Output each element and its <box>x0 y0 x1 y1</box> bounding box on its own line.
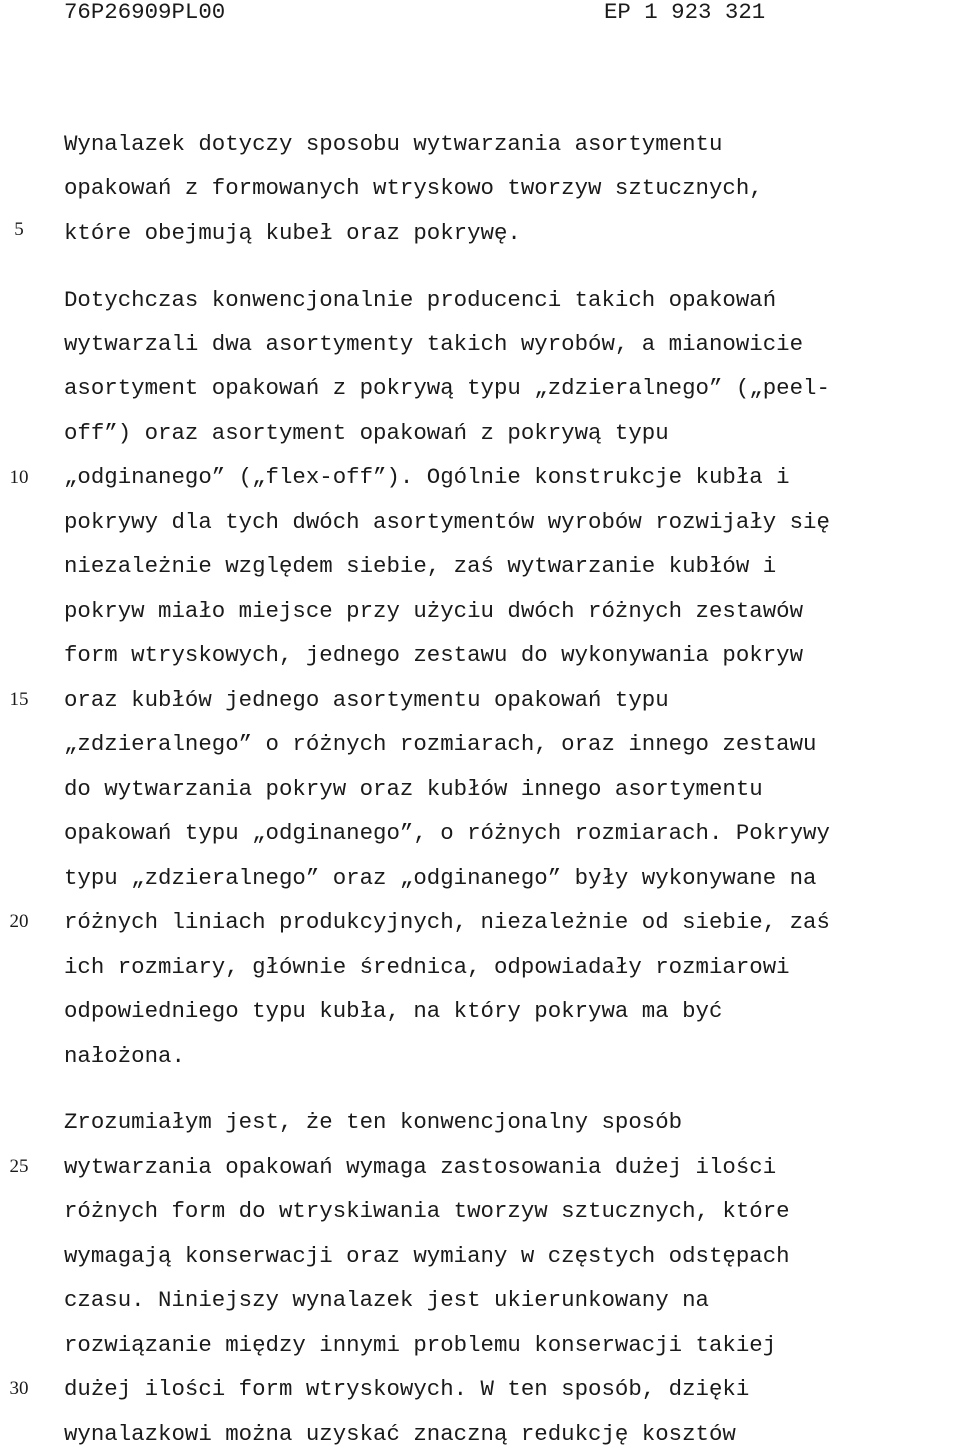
line-number: 10 <box>9 467 29 488</box>
text-line: off”) oraz asortyment opakowań z pokrywą typu <box>64 420 669 446</box>
text-line: oraz kubłów jednego asortymentu opakowań typu <box>64 687 669 713</box>
line-number: 25 <box>9 1156 29 1177</box>
text-line: odpowiedniego typu kubła, na który pokrywa ma być <box>64 998 723 1024</box>
text-line: typu „zdzieralnego” oraz „odginanego” były wykonywane na <box>64 865 817 891</box>
text-line: rozwiązanie między innymi problemu konserwacji takiej <box>64 1332 777 1358</box>
text-line: form wtryskowych, jednego zestawu do wykonywania pokryw <box>64 642 804 668</box>
patent-number: EP 1 923 321 <box>604 0 766 25</box>
text-line: różnych liniach produkcyjnych, niezależnie od siebie, zaś <box>64 909 830 935</box>
text-line: wymagają konserwacji oraz wymiany w częstych odstępach <box>64 1243 790 1269</box>
text-line: różnych form do wtryskiwania tworzyw sztucznych, które <box>64 1198 790 1224</box>
text-line: czasu. Niniejszy wynalazek jest ukierunkowany na <box>64 1287 709 1313</box>
line-number: 30 <box>9 1378 29 1399</box>
text-line: które obejmują kubeł oraz pokrywę. <box>64 220 521 246</box>
text-line: nałożona. <box>64 1043 185 1069</box>
text-line: opakowań typu „odginanego”, o różnych rozmiarach. Pokrywy <box>64 820 830 846</box>
text-line: wynalazkowi można uzyskać znaczną redukcję kosztów <box>64 1421 736 1447</box>
line-number: 20 <box>9 911 29 932</box>
text-line: Wynalazek dotyczy sposobu wytwarzania asortymentu <box>64 131 723 157</box>
text-line: opakowań z formowanych wtryskowo tworzyw sztucznych, <box>64 175 763 201</box>
text-line: dużej ilości form wtryskowych. W ten sposób, dzięki <box>64 1376 750 1402</box>
text-line: wytwarzania opakowań wymaga zastosowania dużej ilości <box>64 1154 777 1180</box>
text-line: pokrywy dla tych dwóch asortymentów wyrobów rozwijały się <box>64 509 830 535</box>
text-line: Zrozumiałym jest, że ten konwencjonalny sposób <box>64 1109 683 1135</box>
text-line: asortyment opakowań z pokrywą typu „zdzieralnego” („peel- <box>64 375 830 401</box>
text-line: „zdzieralnego” o różnych rozmiarach, oraz innego zestawu <box>64 731 817 757</box>
text-line: ich rozmiary, głównie średnica, odpowiadały rozmiarowi <box>64 954 790 980</box>
text-line: Dotychczas konwencjonalnie producenci takich opakowań <box>64 287 777 313</box>
text-line: do wytwarzania pokryw oraz kubłów innego asortymentu <box>64 776 763 802</box>
text-line: pokryw miało miejsce przy użyciu dwóch różnych zestawów <box>64 598 804 624</box>
line-number: 5 <box>14 219 24 240</box>
text-line: „odginanego” („flex-off”). Ogólnie konstrukcje kubła i <box>64 464 790 490</box>
line-number: 15 <box>9 689 29 710</box>
document-reference: 76P26909PL00 <box>64 0 226 25</box>
text-line: wytwarzali dwa asortymenty takich wyrobów, a mianowicie <box>64 331 804 357</box>
text-line: niezależnie względem siebie, zaś wytwarzanie kubłów i <box>64 553 777 579</box>
